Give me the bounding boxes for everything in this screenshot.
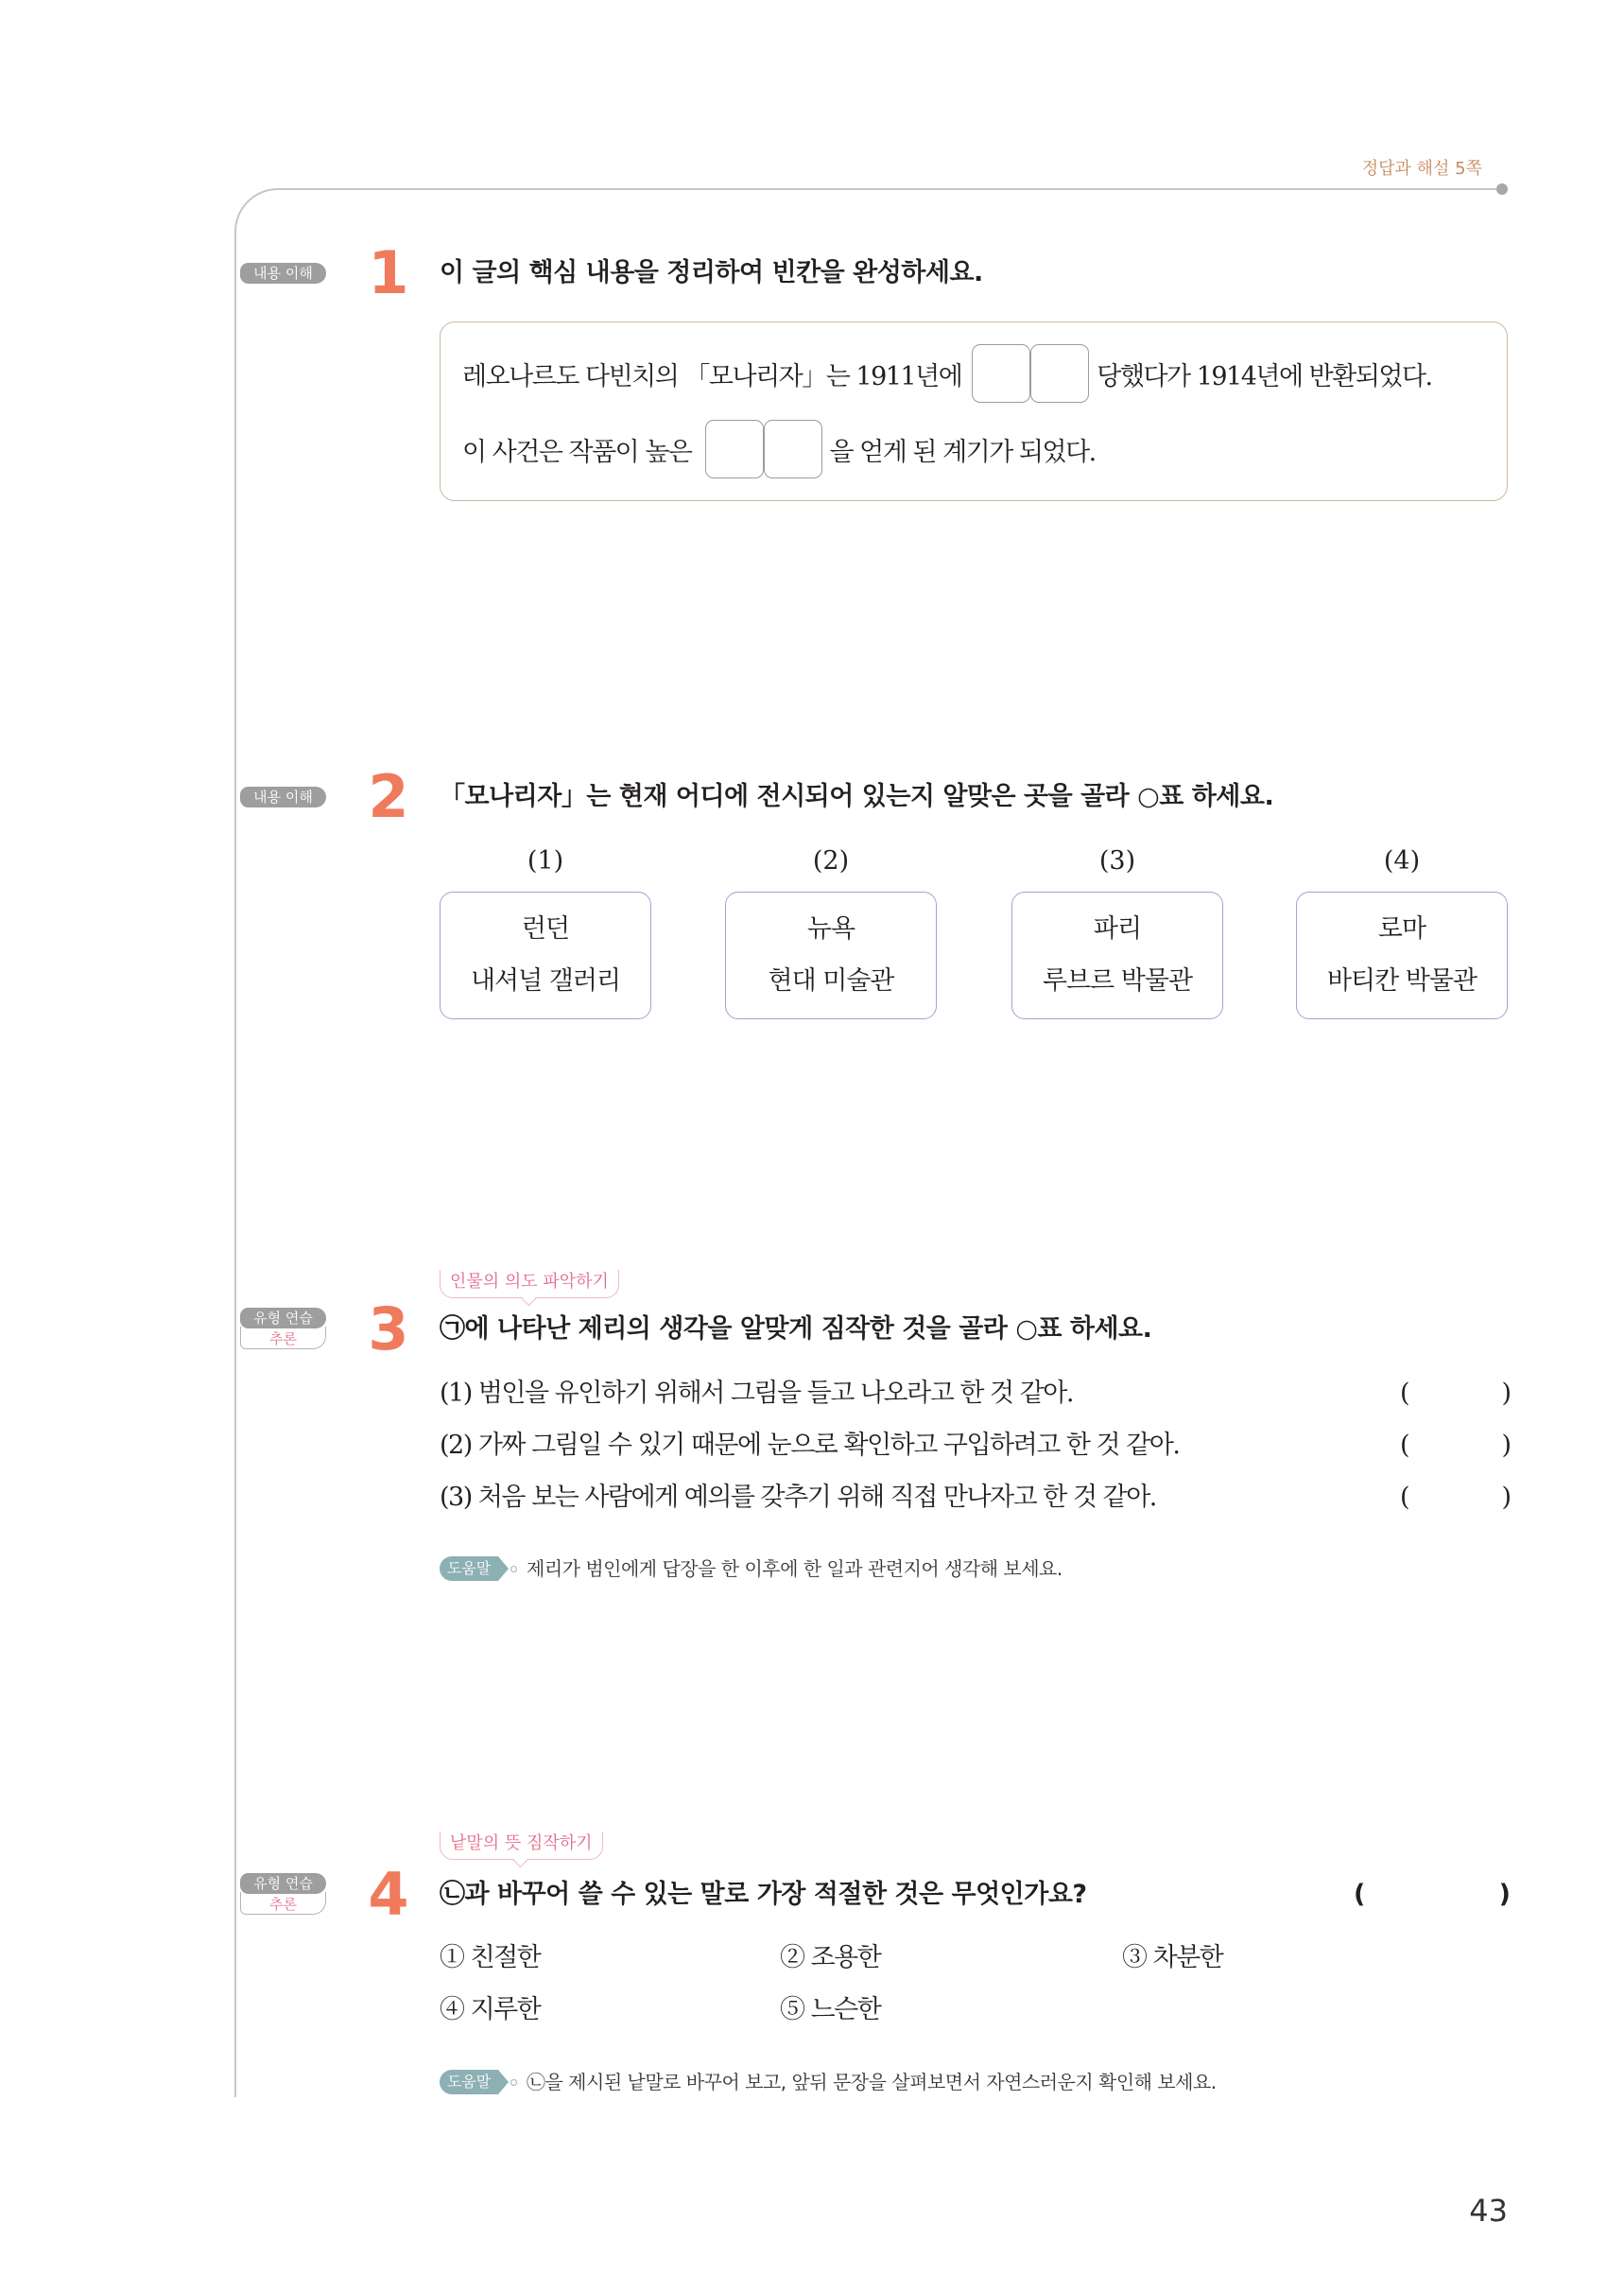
choice-museum: 현대 미술관 (768, 966, 894, 996)
q2-choice-label: (3) (1098, 846, 1136, 876)
q2-choice-label: (4) (1383, 846, 1421, 876)
q3-option-3: (3) 처음 보는 사람에게 예의를 갖추기 위해 직접 만나자고 한 것 같아. (440, 1483, 1156, 1512)
q1-line-1-before-text: 레오나르도 다빈치의 「모나리자」는 1911년에 (462, 361, 962, 391)
q3-option-1: (1) 범인을 유인하기 위해서 그림을 들고 나오라고 한 것 같아. (440, 1379, 1073, 1408)
q4-answer-slot[interactable] (1354, 1876, 1511, 1914)
choice-city: 런던 (521, 914, 570, 944)
q4-hint-badge: 도움말 (440, 2070, 498, 2094)
q3-type-badge-bottom: 추론 (240, 1327, 326, 1349)
q3-answer-slot-1[interactable] (1400, 1375, 1512, 1413)
q1-category-badge: 내용 이해 (240, 263, 326, 284)
paren-open: ( (1400, 1483, 1410, 1512)
q2-choice-newyork[interactable] (725, 892, 937, 1019)
q2-choice-label: (2) (812, 846, 850, 876)
q3-prompt: ㉠에 나타난 제리의 생각을 알맞게 짐작한 것을 골라 ○표 하세요. (440, 1314, 1152, 1344)
q2-number: 2 (368, 762, 409, 831)
q3-number: 3 (368, 1294, 409, 1363)
q4-choice-5[interactable]: ⑤ 느슨한 (780, 1995, 881, 2024)
q2-choice-rome[interactable] (1296, 892, 1508, 1019)
blank-cell[interactable] (972, 344, 1030, 403)
q3-type-badge (240, 1308, 326, 1349)
paren-close: ) (1501, 1379, 1512, 1408)
q2-choice-paris[interactable] (1011, 892, 1223, 1019)
choice-museum: 내셔널 갤러리 (470, 966, 621, 996)
blank-cell[interactable] (764, 420, 822, 478)
choice-city: 뉴욕 (806, 914, 855, 944)
blank-cell[interactable] (705, 420, 764, 478)
q1-line-2-after-text: 을 얻게 된 계기가 되었다. (829, 437, 1096, 467)
q1-line-1-after-text: 당했다가 1914년에 반환되었다. (1097, 361, 1432, 391)
q1-line-2-before-text: 이 사건은 작품이 높은 (462, 437, 692, 467)
q4-hint-text: ㉡을 제시된 낱말로 바꾸어 보고, 앞뒤 문장을 살펴보면서 자연스러운지 확인해 보세요. (527, 2071, 1217, 2093)
paren-close: ) (1498, 1880, 1511, 1909)
q4-skill-tag (440, 1831, 603, 1860)
q1-number: 1 (368, 238, 409, 307)
q4-choice-3[interactable]: ③ 차분한 (1122, 1943, 1223, 1972)
paren-close: ) (1501, 1431, 1512, 1460)
q3-option-2: (2) 가짜 그림일 수 있기 때문에 눈으로 확인하고 구입하려고 한 것 같아. (440, 1431, 1180, 1460)
q1-prompt: 이 글의 핵심 내용을 정리하여 빈칸을 완성하세요. (440, 258, 983, 287)
q4-choice-4[interactable]: ④ 지루한 (440, 1995, 541, 2024)
page-number: 43 (1469, 2193, 1508, 2229)
q4-type-badge (240, 1873, 326, 1915)
q4-number: 4 (368, 1860, 409, 1929)
blank-cell[interactable] (1030, 344, 1089, 403)
q2-prompt: 「모나리자」는 현재 어디에 전시되어 있는지 알맞은 곳을 골라 ○표 하세요. (440, 782, 1274, 811)
q4-type-badge-bottom: 추론 (240, 1892, 326, 1915)
rule-end-dot (1496, 183, 1508, 195)
choice-city: 파리 (1093, 914, 1142, 944)
q4-choice-2[interactable]: ② 조용한 (780, 1943, 881, 1972)
q3-answer-slot-3[interactable] (1400, 1479, 1512, 1517)
q1-blank-2[interactable] (705, 420, 822, 478)
q3-skill-tag (440, 1270, 619, 1298)
q3-answer-slot-2[interactable] (1400, 1427, 1512, 1465)
q1-summary-box (440, 321, 1508, 501)
choice-museum: 루브르 박물관 (1042, 966, 1193, 996)
q2-choice-label: (1) (527, 846, 564, 876)
hint-arrow-icon (498, 1556, 509, 1581)
hint-arrow-icon (498, 2070, 509, 2094)
paren-close: ) (1501, 1483, 1512, 1512)
q4-choice-1[interactable]: ① 친절한 (440, 1943, 541, 1972)
q1-blank-1[interactable] (972, 344, 1089, 403)
paren-open: ( (1354, 1880, 1366, 1909)
q4-type-badge-top: 유형 연습 (240, 1873, 326, 1894)
hint-bullet-icon (510, 1566, 517, 1572)
q1-summary-line-1 (462, 344, 1432, 403)
q3-skill-tag-label: 인물의 의도 파악하기 (450, 1272, 609, 1292)
paren-open: ( (1400, 1431, 1410, 1460)
q3-hint-text: 제리가 범인에게 답장을 한 이후에 한 일과 관련지어 생각해 보세요. (527, 1557, 1063, 1580)
q4-prompt: ㉡과 바꾸어 쓸 수 있는 말로 가장 적절한 것은 무엇인가요? (440, 1880, 1087, 1909)
q2-choice-london[interactable] (440, 892, 651, 1019)
q3-hint-badge: 도움말 (440, 1556, 498, 1581)
choice-city: 로마 (1377, 914, 1426, 944)
choice-museum: 바티칸 박물관 (1326, 966, 1477, 996)
q1-summary-line-2 (462, 420, 1096, 478)
q2-category-badge: 내용 이해 (240, 787, 326, 807)
answer-reference: 정답과 해설 5쪽 (1361, 159, 1482, 179)
paren-open: ( (1400, 1379, 1410, 1408)
hint-bullet-icon (510, 2079, 517, 2086)
q4-skill-tag-label: 낱말의 뜻 짐작하기 (450, 1833, 593, 1853)
q3-type-badge-top: 유형 연습 (240, 1308, 326, 1328)
